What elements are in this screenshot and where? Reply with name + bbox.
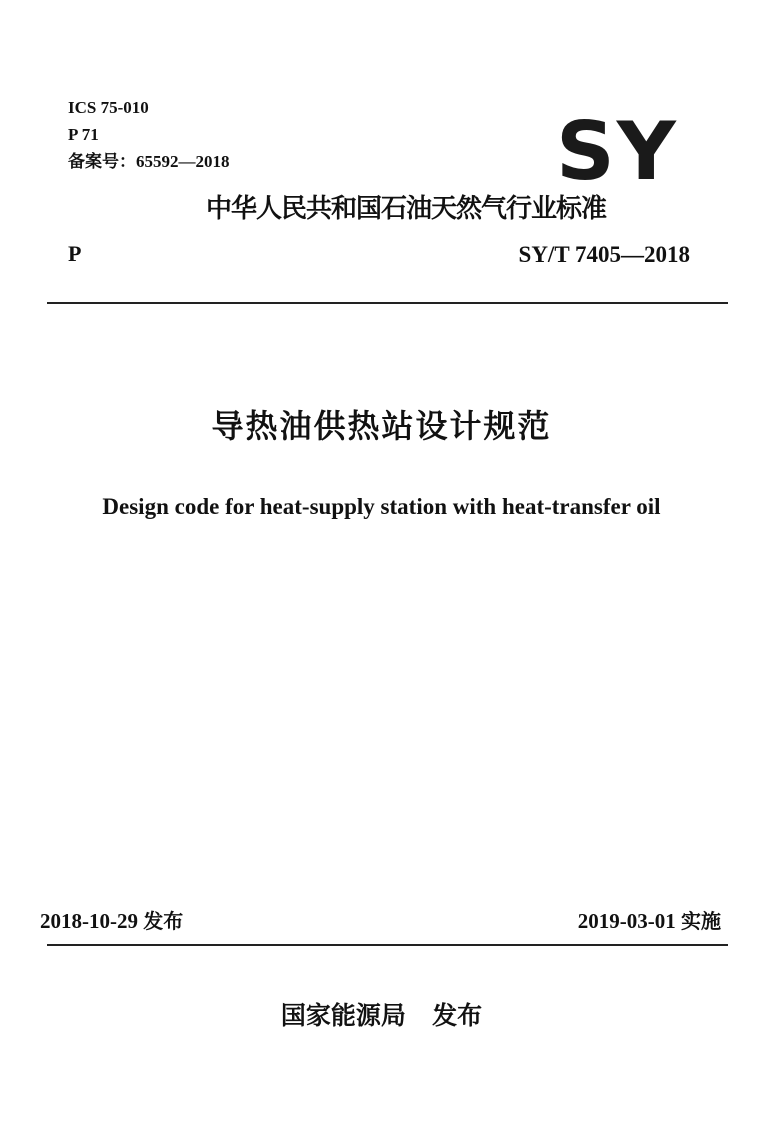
- footer-divider: [47, 944, 728, 946]
- implement-date: 2019-03-01: [577, 909, 676, 933]
- issuer-line: 中华人民共和国石油天然气行业标准: [206, 194, 607, 224]
- registration-number: 备案号：65592—2018: [68, 152, 230, 171]
- issue-date: 2018-10-29: [40, 909, 138, 933]
- ccs-code: P 71: [68, 125, 99, 144]
- title-english: Design code for heat-supply station with heat-transfer oil: [102, 494, 661, 519]
- header-divider: [47, 302, 728, 304]
- implement-label: 实施: [681, 909, 721, 933]
- sy-logo: SY: [556, 105, 678, 198]
- authority-action: 发布: [432, 1001, 483, 1030]
- publishing-authority-line: [0, 1003, 763, 1028]
- standard-number: SY/T 7405—2018: [518, 242, 690, 267]
- title-chinese: 导热油供热站设计规范: [211, 407, 552, 445]
- authority-name: 国家能源局: [280, 1001, 406, 1030]
- category-letter: P: [68, 241, 82, 266]
- issue-label: 发布: [143, 909, 184, 933]
- ics-code: ICS 75-010: [68, 98, 149, 117]
- issue-date-line: [40, 911, 183, 932]
- implement-date-line: [578, 911, 721, 932]
